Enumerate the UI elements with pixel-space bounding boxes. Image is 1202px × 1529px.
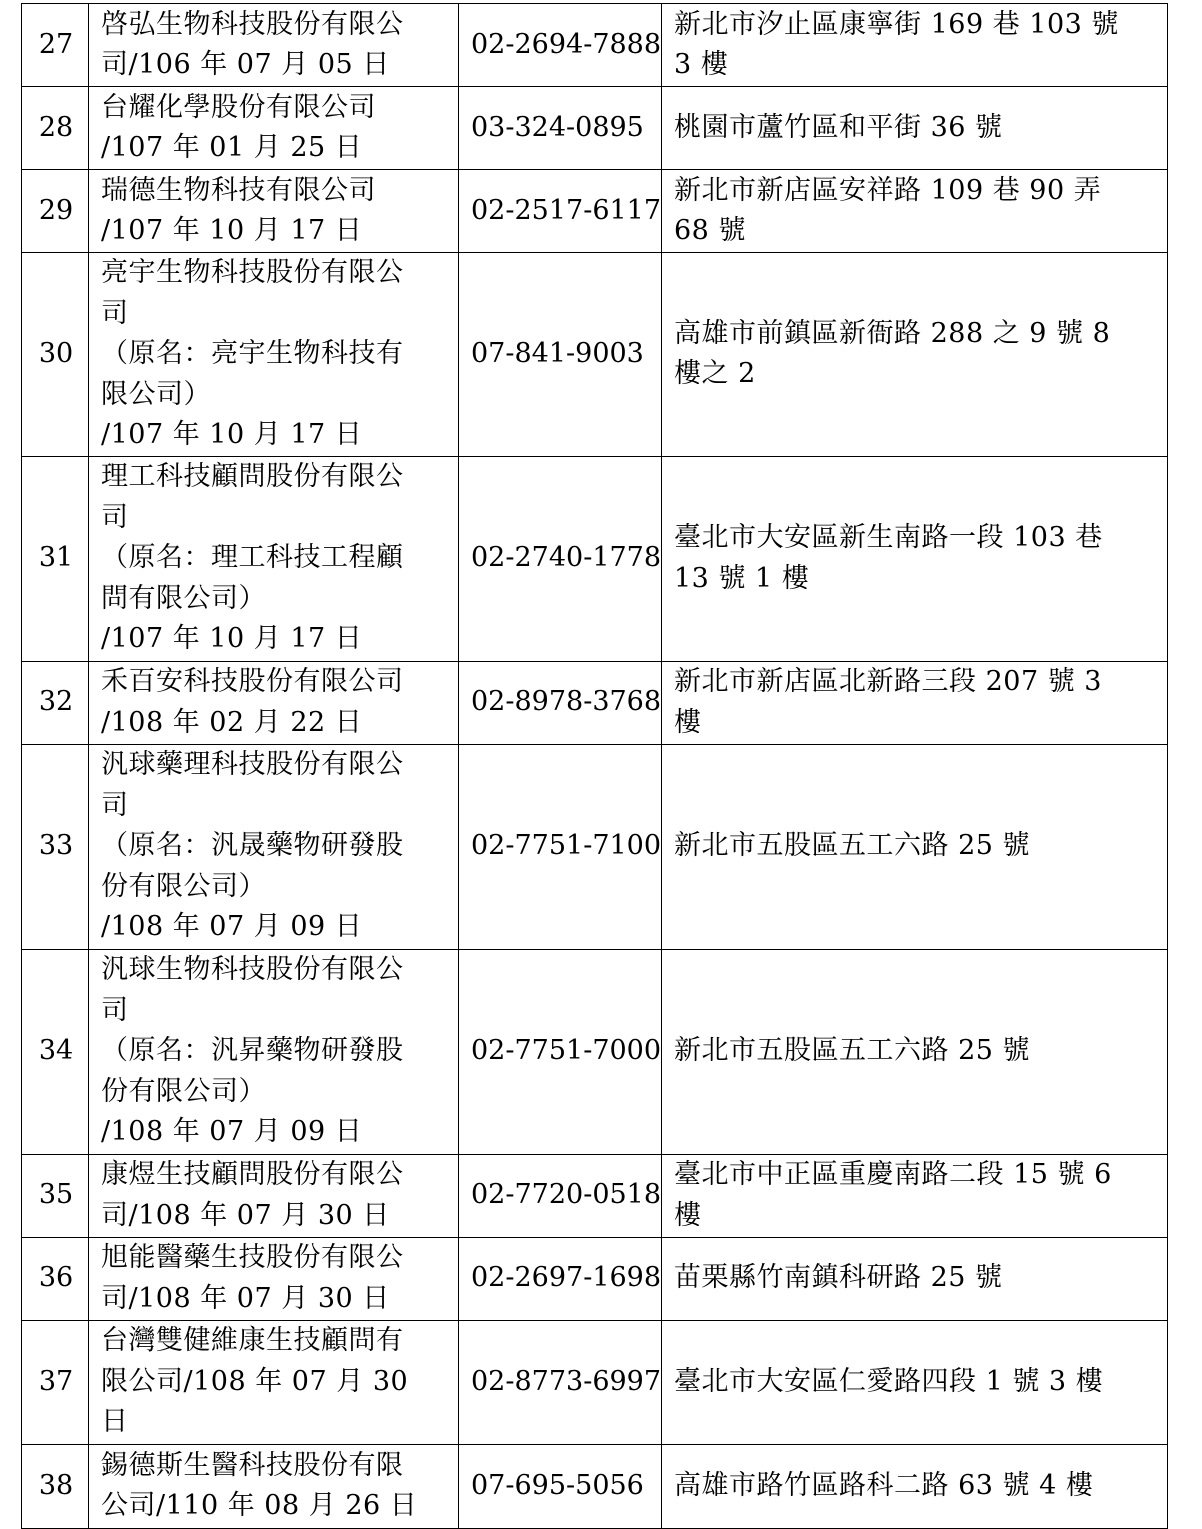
company-name-date bbox=[89, 1237, 459, 1320]
phone-number: 03-324-0895 bbox=[459, 87, 662, 170]
address-line: 臺北市中正區重慶南路二段 15 號 6 bbox=[674, 1159, 1112, 1190]
company-name-line: 錫德斯生醫科技股份有限 bbox=[101, 1449, 404, 1481]
address-line: 臺北市大安區新生南路一段 103 巷 bbox=[674, 522, 1103, 553]
company-name-line: /107 年 01 月 25 日 bbox=[101, 132, 363, 163]
company-registry-table bbox=[21, 3, 1168, 1529]
row-number: 33 bbox=[22, 744, 89, 949]
company-name-line: 瑞德生物科技有限公司 bbox=[101, 174, 376, 206]
former-name-line: （原名：亮宇生物科技有 bbox=[101, 338, 404, 369]
address-line: 3 樓 bbox=[674, 49, 729, 80]
row-number: 27 bbox=[22, 4, 89, 87]
address bbox=[662, 661, 1168, 744]
company-name-line: /108 年 02 月 22 日 bbox=[101, 706, 363, 738]
phone-number: 02-2517-6117 bbox=[459, 170, 662, 253]
address-line: 13 號 1 樓 bbox=[674, 562, 810, 594]
former-name-line: （原名：理工科技工程顧 bbox=[101, 542, 404, 574]
company-name-line: 司 bbox=[101, 789, 129, 821]
former-name-line: （原名：汎晟藥物研發股 bbox=[101, 830, 404, 862]
phone-number: 02-7751-7100 bbox=[459, 744, 662, 949]
row-number: 38 bbox=[22, 1444, 89, 1528]
address-line: 樓 bbox=[674, 706, 702, 738]
company-name-line: 亮宇生物科技股份有限公 bbox=[101, 257, 404, 288]
date-line: /107 年 10 月 17 日 bbox=[101, 419, 363, 450]
address bbox=[662, 253, 1168, 457]
company-name-date bbox=[89, 253, 459, 457]
row-number: 32 bbox=[22, 661, 89, 744]
row-number: 31 bbox=[22, 456, 89, 661]
date-line: /107 年 10 月 17 日 bbox=[101, 623, 363, 655]
address-line: 高雄市路竹區路科二路 63 號 4 樓 bbox=[674, 1469, 1094, 1501]
company-name-line: 限公司/108 年 07 月 30 bbox=[101, 1365, 409, 1397]
address-line: 新北市新店區北新路三段 207 號 3 bbox=[674, 666, 1102, 697]
former-name-line: （原名：汎昇藥物研發股 bbox=[101, 1035, 404, 1067]
company-name-date bbox=[89, 87, 459, 170]
table-row bbox=[22, 87, 1168, 170]
table-row bbox=[22, 170, 1168, 253]
row-number: 37 bbox=[22, 1320, 89, 1444]
former-name-line: 份有限公司） bbox=[101, 1075, 266, 1107]
address-line: 高雄市前鎮區新衙路 288 之 9 號 8 bbox=[674, 317, 1111, 349]
table-row bbox=[22, 1154, 1168, 1237]
phone-number: 07-841-9003 bbox=[459, 253, 662, 457]
company-name-line: 司/106 年 07 月 05 日 bbox=[101, 49, 390, 80]
former-name-line: 限公司） bbox=[101, 378, 211, 410]
company-name-line: 司 bbox=[101, 501, 129, 533]
address bbox=[662, 1320, 1168, 1444]
table-row bbox=[22, 744, 1168, 949]
address bbox=[662, 456, 1168, 661]
address-line: 68 號 bbox=[674, 215, 746, 246]
company-name-date bbox=[89, 661, 459, 744]
phone-number: 02-2697-1698 bbox=[459, 1237, 662, 1320]
company-name-date bbox=[89, 949, 459, 1154]
phone-number: 02-8978-3768 bbox=[459, 661, 662, 744]
company-name-date bbox=[89, 456, 459, 661]
table-row bbox=[22, 1237, 1168, 1320]
phone-number: 02-8773-6997 bbox=[459, 1320, 662, 1444]
date-line: 日 bbox=[101, 1406, 129, 1438]
company-name-line: 禾百安科技股份有限公司 bbox=[101, 666, 404, 697]
company-name-date bbox=[89, 1444, 459, 1528]
company-name-date bbox=[89, 1154, 459, 1237]
phone-number: 02-2740-1778 bbox=[459, 456, 662, 661]
row-number: 34 bbox=[22, 949, 89, 1154]
former-name-line: 份有限公司） bbox=[101, 870, 266, 902]
address bbox=[662, 949, 1168, 1154]
company-name-line: 司/108 年 07 月 30 日 bbox=[101, 1199, 390, 1231]
company-name-line: 公司/110 年 08 月 26 日 bbox=[101, 1490, 418, 1521]
table-row bbox=[22, 4, 1168, 87]
row-number: 28 bbox=[22, 87, 89, 170]
phone-number: 07-695-5056 bbox=[459, 1444, 662, 1528]
table-row bbox=[22, 661, 1168, 744]
company-name-line: 台灣雙健維康生技顧問有 bbox=[101, 1325, 404, 1357]
company-name-line: /107 年 10 月 17 日 bbox=[101, 215, 363, 246]
address-line: 新北市五股區五工六路 25 號 bbox=[674, 830, 1031, 862]
address bbox=[662, 744, 1168, 949]
company-name-line: 司 bbox=[101, 297, 129, 329]
address bbox=[662, 1154, 1168, 1237]
company-name-line: 汎球生物科技股份有限公 bbox=[101, 954, 404, 986]
row-number: 36 bbox=[22, 1237, 89, 1320]
table-row bbox=[22, 949, 1168, 1154]
table-row bbox=[22, 253, 1168, 457]
company-name-date bbox=[89, 170, 459, 253]
date-line: /108 年 07 月 09 日 bbox=[101, 1116, 363, 1148]
phone-number: 02-7720-0518 bbox=[459, 1154, 662, 1237]
company-name-line: 汎球藥理科技股份有限公 bbox=[101, 749, 404, 781]
company-name-line: 司 bbox=[101, 994, 129, 1026]
company-name-line: 啓弘生物科技股份有限公 bbox=[101, 8, 404, 40]
phone-number: 02-2694-7888 bbox=[459, 4, 662, 87]
address-line: 樓之 2 bbox=[674, 358, 756, 390]
address-line: 桃園市蘆竹區和平街 36 號 bbox=[674, 111, 1003, 143]
company-name-line: 康煜生技顧問股份有限公 bbox=[101, 1159, 404, 1190]
former-name-line: 問有限公司） bbox=[101, 582, 266, 614]
address bbox=[662, 87, 1168, 170]
address-line: 臺北市大安區仁愛路四段 1 號 3 樓 bbox=[674, 1365, 1104, 1397]
company-name-date bbox=[89, 1320, 459, 1444]
company-name-date bbox=[89, 4, 459, 87]
company-name-date bbox=[89, 744, 459, 949]
company-name-line: 司/108 年 07 月 30 日 bbox=[101, 1282, 390, 1314]
address-line: 苗栗縣竹南鎮科研路 25 號 bbox=[674, 1262, 1003, 1294]
date-line: /108 年 07 月 09 日 bbox=[101, 911, 363, 943]
row-number: 30 bbox=[22, 253, 89, 457]
address-line: 新北市汐止區康寧街 169 巷 103 號 bbox=[674, 8, 1119, 40]
company-name-line: 旭能醫藥生技股份有限公 bbox=[101, 1242, 404, 1273]
address bbox=[662, 1237, 1168, 1320]
row-number: 29 bbox=[22, 170, 89, 253]
address-line: 新北市新店區安祥路 109 巷 90 弄 bbox=[674, 174, 1102, 206]
table-body bbox=[22, 4, 1168, 1529]
table-row bbox=[22, 1444, 1168, 1528]
table-row bbox=[22, 456, 1168, 661]
address-line: 新北市五股區五工六路 25 號 bbox=[674, 1035, 1031, 1067]
address bbox=[662, 170, 1168, 253]
company-name-line: 台耀化學股份有限公司 bbox=[101, 91, 376, 123]
company-name-line: 理工科技顧問股份有限公 bbox=[101, 461, 404, 493]
phone-number: 02-7751-7000 bbox=[459, 949, 662, 1154]
address-line: 樓 bbox=[674, 1199, 702, 1231]
table-row bbox=[22, 1320, 1168, 1444]
row-number: 35 bbox=[22, 1154, 89, 1237]
address bbox=[662, 4, 1168, 87]
address bbox=[662, 1444, 1168, 1528]
